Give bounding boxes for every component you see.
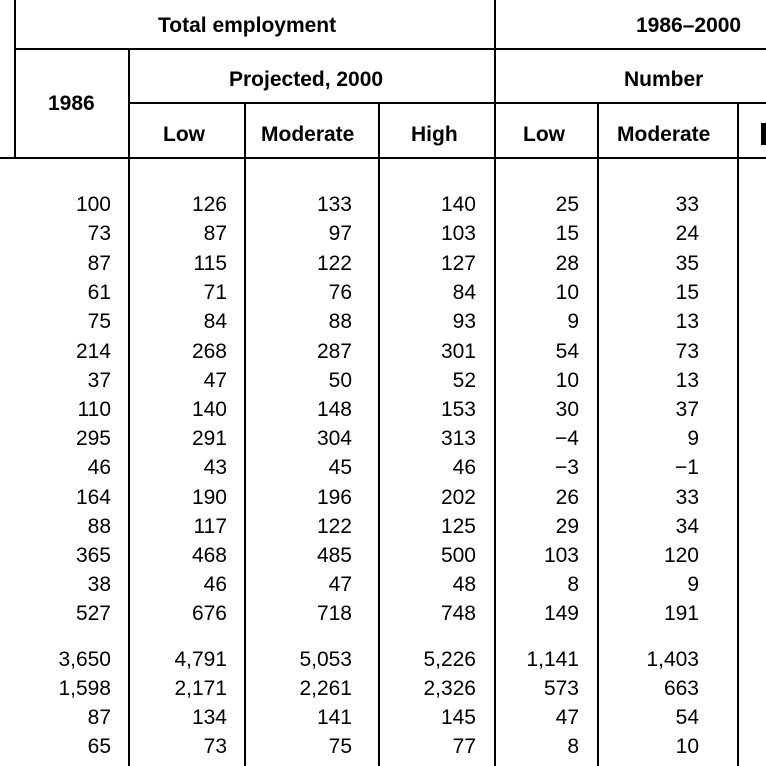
cell-proj-moderate: 2,261 xyxy=(299,677,352,700)
cell-num-low: 30 xyxy=(555,398,579,421)
header-high: High xyxy=(411,123,458,146)
cell-proj-high: 93 xyxy=(452,310,476,333)
cell-proj-low: 676 xyxy=(191,602,227,625)
cell-num-moderate: 13 xyxy=(675,369,699,392)
header-number-low: Low xyxy=(523,123,565,146)
cell-num-moderate: 9 xyxy=(687,573,699,596)
cell-num-low: 25 xyxy=(555,193,579,216)
cell-num-moderate: 120 xyxy=(663,544,699,567)
cell-proj-moderate: 148 xyxy=(316,398,352,421)
cell-1986: 88 xyxy=(87,515,111,538)
cell-proj-low: 126 xyxy=(191,193,227,216)
cell-num-moderate: 33 xyxy=(675,193,699,216)
cell-num-low: −4 xyxy=(555,427,579,450)
divider-num-moderate xyxy=(737,102,739,766)
cell-proj-low: 47 xyxy=(203,369,227,392)
cell-1986: 110 xyxy=(77,398,111,421)
cell-proj-moderate: 45 xyxy=(328,456,352,479)
cell-1986: 3,650 xyxy=(58,648,111,671)
cell-num-moderate: 13 xyxy=(675,310,699,333)
cell-proj-low: 73 xyxy=(203,735,227,758)
cell-proj-high: 103 xyxy=(440,222,476,245)
divider-total xyxy=(494,0,496,766)
cell-proj-moderate: 47 xyxy=(328,573,352,596)
cell-proj-low: 84 xyxy=(203,310,227,333)
cell-1986: 37 xyxy=(87,369,111,392)
cell-proj-low: 2,171 xyxy=(174,677,227,700)
cell-proj-high: 145 xyxy=(440,706,476,729)
cell-1986: 527 xyxy=(75,602,111,625)
cell-proj-low: 291 xyxy=(191,427,227,450)
cell-proj-moderate: 50 xyxy=(328,369,352,392)
divider-left xyxy=(14,0,16,158)
cell-proj-moderate: 133 xyxy=(316,193,352,216)
cell-num-low: 103 xyxy=(543,544,579,567)
cell-proj-high: 202 xyxy=(440,486,476,509)
header-1986: 1986 xyxy=(48,92,95,115)
cell-num-low: 47 xyxy=(555,706,579,729)
divider-num-low xyxy=(597,102,599,766)
cell-proj-moderate: 122 xyxy=(316,515,352,538)
cell-proj-moderate: 76 xyxy=(328,281,352,304)
cell-proj-high: 500 xyxy=(440,544,476,567)
header-total-employment: Total employment xyxy=(158,14,337,37)
cell-proj-high: 748 xyxy=(440,602,476,625)
cell-num-low: 1,141 xyxy=(526,648,579,671)
header-number: Number xyxy=(624,68,704,91)
divider-moderate xyxy=(378,102,380,766)
cell-num-moderate: 663 xyxy=(663,677,699,700)
divider-low xyxy=(244,102,246,766)
cell-proj-high: 46 xyxy=(452,456,476,479)
cell-1986: 365 xyxy=(75,544,111,567)
cell-num-low: 10 xyxy=(555,369,579,392)
cell-num-moderate: 10 xyxy=(675,735,699,758)
cell-proj-high: 52 xyxy=(452,369,476,392)
cell-1986: 61 xyxy=(87,281,111,304)
cell-num-low: 28 xyxy=(555,252,579,275)
rule-header-bottom xyxy=(0,157,766,159)
cell-1986: 46 xyxy=(87,456,111,479)
cell-proj-moderate: 97 xyxy=(328,222,352,245)
cell-num-moderate: 34 xyxy=(675,515,699,538)
cell-proj-low: 190 xyxy=(191,486,227,509)
cell-1986: 65 xyxy=(87,735,111,758)
cell-num-moderate: 191 xyxy=(663,602,699,625)
cell-num-moderate: 35 xyxy=(675,252,699,275)
cell-proj-high: 127 xyxy=(440,252,476,275)
header-low: Low xyxy=(163,123,205,146)
cell-1986: 1,598 xyxy=(58,677,111,700)
cell-num-low: 10 xyxy=(555,281,579,304)
cell-num-low: 573 xyxy=(543,677,579,700)
cell-proj-high: 301 xyxy=(440,340,476,363)
header-projected-2000: Projected, 2000 xyxy=(229,68,384,91)
divider-1986 xyxy=(128,48,130,766)
header-period: 1986–2000 xyxy=(636,14,742,37)
cell-1986: 75 xyxy=(87,310,111,333)
cell-proj-low: 46 xyxy=(203,573,227,596)
cell-1986: 38 xyxy=(87,573,111,596)
cell-proj-low: 117 xyxy=(193,515,227,538)
cell-proj-low: 134 xyxy=(191,706,227,729)
cell-proj-moderate: 141 xyxy=(316,706,352,729)
cell-proj-moderate: 122 xyxy=(316,252,352,275)
cell-proj-moderate: 196 xyxy=(316,486,352,509)
cell-num-moderate: 37 xyxy=(675,398,699,421)
cell-num-moderate: 1,403 xyxy=(646,648,699,671)
cell-proj-high: 77 xyxy=(452,735,476,758)
cell-num-moderate: 33 xyxy=(675,486,699,509)
cell-num-moderate: 9 xyxy=(687,427,699,450)
cell-proj-low: 115 xyxy=(193,252,227,275)
cell-proj-moderate: 485 xyxy=(316,544,352,567)
cell-proj-moderate: 88 xyxy=(328,310,352,333)
cell-num-moderate: 54 xyxy=(675,706,699,729)
rule-top-span xyxy=(14,48,766,50)
cell-num-low: 149 xyxy=(543,602,579,625)
cell-proj-low: 43 xyxy=(203,456,227,479)
cell-proj-high: 5,226 xyxy=(423,648,476,671)
cell-1986: 164 xyxy=(75,486,111,509)
cell-1986: 214 xyxy=(75,340,111,363)
cell-proj-low: 87 xyxy=(203,222,227,245)
cell-proj-low: 4,791 xyxy=(174,648,227,671)
cell-proj-moderate: 5,053 xyxy=(299,648,352,671)
cell-proj-high: 84 xyxy=(452,281,476,304)
cell-num-low: 29 xyxy=(555,515,579,538)
cell-1986: 295 xyxy=(75,427,111,450)
cell-proj-moderate: 304 xyxy=(316,427,352,450)
cell-num-moderate: 24 xyxy=(675,222,699,245)
cell-proj-high: 2,326 xyxy=(423,677,476,700)
cutoff-header-glyph xyxy=(761,123,766,145)
cell-num-low: 8 xyxy=(567,573,579,596)
cell-num-low: 26 xyxy=(555,486,579,509)
cell-num-low: 15 xyxy=(555,222,579,245)
cell-num-low: −3 xyxy=(555,456,579,479)
cell-1986: 87 xyxy=(87,706,111,729)
header-moderate: Moderate xyxy=(261,123,355,146)
cell-proj-low: 140 xyxy=(191,398,227,421)
cell-proj-high: 48 xyxy=(452,573,476,596)
cell-1986: 73 xyxy=(87,222,111,245)
cell-proj-high: 153 xyxy=(440,398,476,421)
cell-1986: 100 xyxy=(75,193,111,216)
cell-num-low: 54 xyxy=(555,340,579,363)
cell-num-moderate: 15 xyxy=(675,281,699,304)
cell-proj-low: 71 xyxy=(203,281,227,304)
rule-sub-span xyxy=(129,102,766,104)
cell-proj-low: 268 xyxy=(191,340,227,363)
cell-proj-high: 125 xyxy=(440,515,476,538)
cell-num-moderate: 73 xyxy=(675,340,699,363)
header-number-moderate: Moderate xyxy=(617,123,711,146)
cell-num-low: 8 xyxy=(567,735,579,758)
cell-num-low: 9 xyxy=(567,310,579,333)
cell-proj-moderate: 718 xyxy=(316,602,352,625)
cell-proj-high: 140 xyxy=(440,193,476,216)
cell-proj-high: 313 xyxy=(440,427,476,450)
cell-proj-low: 468 xyxy=(191,544,227,567)
cell-num-moderate: −1 xyxy=(675,456,699,479)
cell-1986: 87 xyxy=(87,252,111,275)
cell-proj-moderate: 75 xyxy=(328,735,352,758)
cell-proj-moderate: 287 xyxy=(316,340,352,363)
